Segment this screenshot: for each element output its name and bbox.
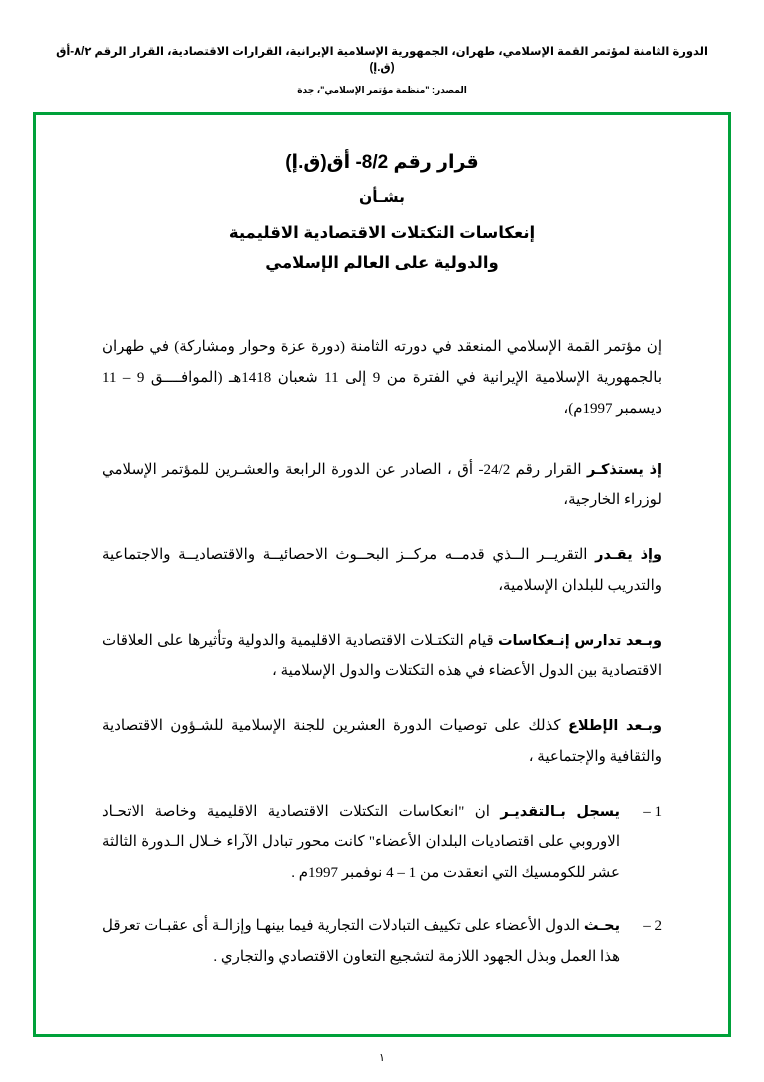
page-number: ١	[379, 1052, 385, 1064]
paragraph-text-having-examined: قيام التكتـلات الاقتصادية الاقليمية والدولية وتأثيرها على العلاقات الاقتصادية بين الدول الأعضاء في هذه التكتلات والدول الإسلامية ،	[102, 632, 662, 680]
resolution-body	[84, 332, 680, 972]
green-border-frame	[33, 112, 731, 1037]
resolution-subject-line-2: والدولية على العالم الإسلامي	[265, 254, 499, 273]
paragraph-text-appreciating: التقريــر الــذي قدمــه مركــز البحــوث الاحصائيــة والاقتصاديــة والاجتماعية والتدريب للبلدان الإسلامية،	[102, 547, 662, 594]
paragraph-text-recalling: القرار رقم 24/2- أق ، الصادر عن الدورة الرابعة والعشـرين للمؤتمر الإسلامي لوزراء الخارجية،	[102, 461, 662, 509]
header-title-line: الدورة الثامنة لمؤتمر القمة الإسلامي، طهران، الجمهورية الإسلامية الإيرانية، القرارات الاقتصادية، القرار الرقم ٨/٢-أق (ق.إ)	[56, 46, 708, 75]
paragraph-lead-having-considered: وبـعد الإطلاع	[567, 718, 662, 734]
document-header	[0, 0, 764, 96]
numbered-item-2-lead: يحـث	[583, 917, 621, 934]
frame-content	[36, 115, 728, 1034]
paragraph-text-having-considered: كذلك على توصيات الدورة العشرين للجنة الإسلامية للشـؤون الاقتصادية والثقافية والإجتماعية ،	[102, 718, 662, 765]
paragraph-having-considered	[102, 711, 662, 773]
numbered-item-1-text: ان "انعكاسات التكتلات الاقتصادية الاقليمية وخاصة الاتحـاد الاوروبي على اقتصاديات البلدان الأعضاء" كانت محور تبادل الآراء خـلال الـدورة الثالثة عشر للكومسيك التي انعقدت من 1 – 4 نوفمبر 1997م .	[102, 803, 620, 881]
resolution-number: قرار رقم 8/2- أق(ق.إ)	[285, 152, 479, 173]
numbered-item-2-text: الدول الأعضاء على تكييف التبادلات التجارية فيما بينهـا وإزالـة أى عقبـات تعرقل هذا العمل وبذل الجهود اللازمة لتشجيع التعاون الاقتصادي والتجاري .	[102, 917, 620, 965]
resolution-title-block	[84, 149, 680, 278]
header-source-line: المصدر: "منظمة مؤتمر الإسلامي"، جدة	[297, 85, 467, 96]
paragraph-appreciating	[102, 540, 662, 602]
resolution-subject-label: بشـأن	[359, 188, 405, 206]
numbered-item-2-body	[102, 911, 620, 973]
paragraph-lead-having-examined: وبـعد تدارس إنـعكاسات	[497, 632, 662, 649]
numbered-item-2-number: 2 –	[643, 917, 662, 934]
preamble-paragraph: إن مؤتمر القمة الإسلامي المنعقد في دورته الثامنة (دورة عزة وحوار ومشاركة) في طهران بالجمهورية الإسلامية الإيرانية في الفترة من 9 إلى 11 شعبان 1418هـ (الموافــــق 9 – 11 ديسمبر 1997م)،	[102, 339, 662, 417]
paragraph-having-examined	[102, 626, 662, 688]
numbered-item-1-body	[102, 797, 620, 889]
numbered-item-2	[102, 911, 662, 973]
paragraph-recalling	[102, 455, 662, 517]
numbered-item-1-number: 1 –	[643, 803, 662, 820]
resolution-subject-line-1: إنعكاسات التكتلات الاقتصادية الاقليمية	[228, 223, 536, 242]
numbered-item-1-lead: يسجل بـالتقديـر	[500, 803, 621, 820]
paragraph-lead-recalling: إذ يستذكـر	[586, 461, 663, 478]
paragraph-lead-appreciating: وإذ يقـدر	[595, 547, 662, 563]
numbered-item-1	[102, 797, 662, 889]
